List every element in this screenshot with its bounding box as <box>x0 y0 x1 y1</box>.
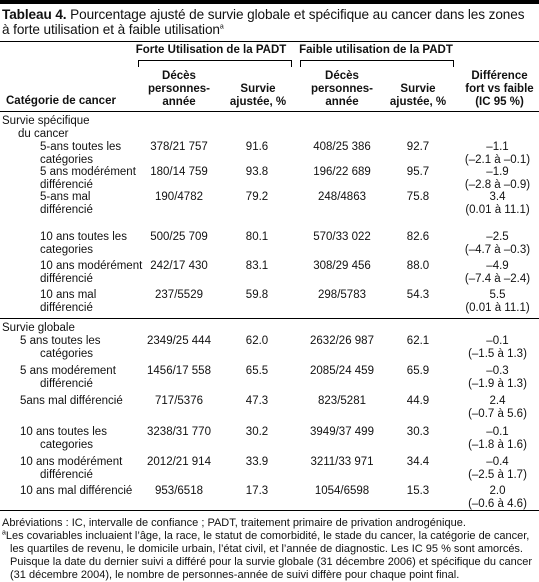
diff-cell: –0.1 (–1.5 à 1.3) <box>468 335 527 360</box>
row-label: 10 ans modérément différencié <box>20 456 123 481</box>
high-survival-cell: 30.2 <box>245 426 269 438</box>
high-deaths-cell: 237/5529 <box>155 289 203 301</box>
high-survival-cell: 65.5 <box>245 365 269 377</box>
top-rule <box>0 0 539 4</box>
footnote-a-marker: a <box>2 529 6 537</box>
col-low-deaths-header: Décès personnes- année <box>311 70 373 108</box>
low-deaths-cell: 408/25 386 <box>313 141 371 153</box>
low-survival-cell: 92.7 <box>406 141 430 153</box>
footnote-a-line-3: Puisque la date du dernier suivi a différé pour la survie globale (31 décembre 2006) et spécifique du cancer <box>10 556 533 568</box>
row-label: 5-ans mal différencié <box>40 191 93 216</box>
high-deaths-cell: 500/25 709 <box>150 231 208 243</box>
col-low-survival-header: Survie ajustée, % <box>389 83 447 108</box>
diff-cell: –1.9 (–2.8 à –0.9) <box>464 166 531 191</box>
high-deaths-cell: 2012/21 914 <box>147 456 211 468</box>
row-label: 5 ans toutes les catégories <box>20 335 101 360</box>
table-title <box>2 7 536 37</box>
high-deaths-cell: 1456/17 558 <box>147 365 211 377</box>
section-title: Survie globale <box>2 322 75 334</box>
diff-cell: –0.1 (–1.8 à 1.6) <box>468 426 527 451</box>
low-deaths-cell: 570/33 022 <box>313 231 371 243</box>
low-survival-cell: 75.8 <box>406 191 430 203</box>
row-label: 10 ans mal différencié <box>40 289 97 314</box>
high-survival-cell: 83.1 <box>245 260 269 272</box>
diff-cell: 2.0 (–0.6 à 4.6) <box>468 485 527 510</box>
low-deaths-cell: 2085/24 459 <box>310 365 374 377</box>
row-label: 5ans mal différencié <box>20 395 123 407</box>
low-deaths-cell: 1054/6598 <box>314 485 370 497</box>
row-label: 10 ans mal différencié <box>20 485 133 497</box>
section-title: Survie spécifique du cancer <box>2 115 90 140</box>
group-low-header: Faible utilisation de la PADT <box>299 44 453 56</box>
diff-cell: –4.9 (–7.4 à –2.4) <box>464 260 531 285</box>
high-survival-cell: 17.3 <box>245 485 269 497</box>
high-deaths-cell: 3238/31 770 <box>147 426 211 438</box>
diff-cell: –2.5 (–4.7 à –0.3) <box>464 231 531 256</box>
high-survival-cell: 59.8 <box>245 289 269 301</box>
low-deaths-cell: 2632/26 987 <box>310 335 374 347</box>
high-survival-cell: 80.1 <box>245 231 269 243</box>
low-deaths-cell: 3211/33 971 <box>310 456 374 468</box>
low-survival-cell: 34.4 <box>406 456 430 468</box>
row-label: 5-ans toutes les catégories <box>40 141 122 166</box>
diff-cell: 2.4 (–0.7 à 5.6) <box>468 395 527 420</box>
col-category-header: Catégorie de cancer <box>6 95 116 107</box>
low-deaths-cell: 298/5783 <box>318 289 366 301</box>
row-label: 5 ans modérément différencié <box>40 166 136 191</box>
high-survival-cell: 93.8 <box>245 166 269 178</box>
row-label: 10 ans toutes les categories <box>20 426 107 451</box>
group-high-bracket <box>138 60 292 67</box>
title-line-2: à forte utilisation et à faible utilisation <box>2 22 220 37</box>
low-deaths-cell: 823/5281 <box>318 395 366 407</box>
col-high-deaths-header: Décès personnes- année <box>148 70 210 108</box>
title-footnote-marker: a <box>219 23 224 31</box>
group-high-header: Forte Utilisation de la PADT <box>135 44 287 56</box>
low-deaths-cell: 196/22 689 <box>313 166 371 178</box>
high-deaths-cell: 717/5376 <box>155 395 203 407</box>
low-survival-cell: 65.9 <box>406 365 430 377</box>
low-survival-cell: 62.1 <box>406 335 430 347</box>
group-low-bracket <box>300 60 454 67</box>
low-survival-cell: 88.0 <box>406 260 430 272</box>
low-survival-cell: 82.6 <box>406 231 430 243</box>
high-deaths-cell: 953/6518 <box>155 485 203 497</box>
high-deaths-cell: 2349/25 444 <box>147 335 211 347</box>
footnote-a-line-2: les quartiles de revenu, le domicile urbain, l’état civil, et l’année de diagnostic. Les IC 95 % sont amorcés. <box>10 543 523 555</box>
low-deaths-cell: 308/29 456 <box>313 260 371 272</box>
high-survival-cell: 79.2 <box>245 191 269 203</box>
high-survival-cell: 33.9 <box>245 456 269 468</box>
footnote-a <box>2 530 539 582</box>
col-diff-header: Différence fort vs faible (IC 95 %) <box>465 70 534 108</box>
table-label: Tableau 4. <box>2 7 67 22</box>
low-survival-cell: 95.7 <box>406 166 430 178</box>
high-survival-cell: 62.0 <box>245 335 269 347</box>
diff-cell: –1.1 (–2.1 à –0.1) <box>464 141 531 166</box>
high-survival-cell: 47.3 <box>245 395 269 407</box>
low-deaths-cell: 3949/37 499 <box>310 426 374 438</box>
header-rule-bottom <box>0 111 539 112</box>
high-deaths-cell: 242/17 430 <box>150 260 208 272</box>
header-rule-top <box>0 41 539 42</box>
low-survival-cell: 44.9 <box>406 395 430 407</box>
low-survival-cell: 54.3 <box>406 289 430 301</box>
high-deaths-cell: 180/14 759 <box>150 166 208 178</box>
diff-cell: –0.3 (–1.9 à 1.3) <box>468 365 527 390</box>
diff-cell: 5.5 (0.01 à 11.1) <box>465 289 530 314</box>
footnote-a-line-4: (31 décembre 2004), le nombre de personnes-année de suivi diffère pour chaque point final. <box>10 569 460 581</box>
diff-cell: 3.4 (0.01 à 11.1) <box>465 191 530 216</box>
section-rule <box>0 318 539 319</box>
table-bottom-rule <box>0 510 539 511</box>
row-label: 10 ans modérément différencié <box>40 260 143 285</box>
diff-cell: –0.4 (–2.5 à 1.7) <box>468 456 527 481</box>
row-label: 5 ans modérement différencié <box>20 365 116 390</box>
row-label: 10 ans toutes les categories <box>40 231 127 256</box>
low-deaths-cell: 248/4863 <box>318 191 366 203</box>
low-survival-cell: 15.3 <box>406 485 430 497</box>
footnote-a-line-1: Les covariables incluaient l’âge, la race, le statut de comorbidité, le stade du cancer, la catégorie de cancer, <box>5 530 530 542</box>
high-deaths-cell: 190/4782 <box>155 191 203 203</box>
footnote-abbreviations: Abréviations : IC, intervalle de confiance ; PADT, traitement primaire de privation androgénique. <box>2 517 466 529</box>
high-deaths-cell: 378/21 757 <box>150 141 208 153</box>
title-line-1: Pourcentage ajusté de survie globale et spécifique au cancer dans les zones <box>66 7 525 22</box>
high-survival-cell: 91.6 <box>245 141 269 153</box>
low-survival-cell: 30.3 <box>406 426 430 438</box>
col-high-survival-header: Survie ajustée, % <box>229 83 287 108</box>
